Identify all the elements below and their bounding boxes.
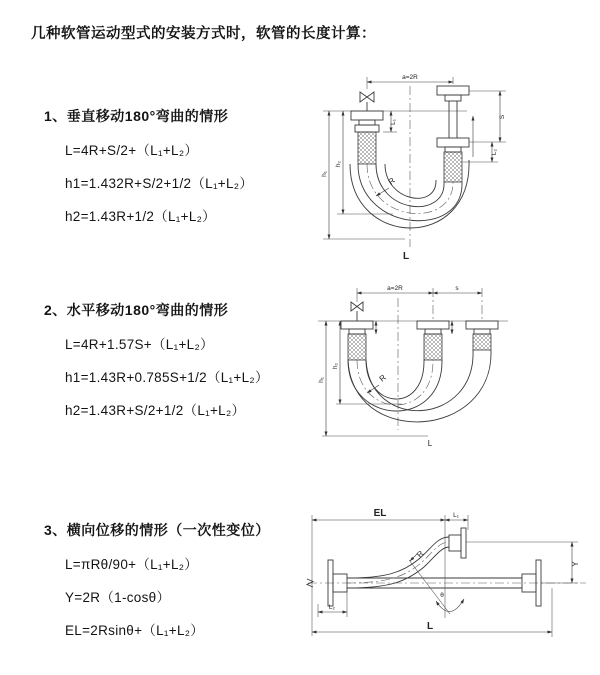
- section-2-heading: 2、水平移动180°弯曲的情形: [44, 302, 229, 318]
- right-fitting: [437, 86, 469, 182]
- dim-label-h1: h₁: [321, 171, 328, 177]
- dim-label-s: s: [455, 285, 459, 292]
- section-1: [44, 106, 253, 225]
- left-fitting: [351, 111, 383, 164]
- dim-label-h2: h₂: [332, 362, 339, 370]
- diagram-vertical-180-bend: [303, 64, 587, 264]
- dim-label-l2: L₂: [491, 148, 498, 156]
- length-label: L: [402, 251, 410, 262]
- dim-label-y: Y: [571, 561, 580, 567]
- section-3-heading: 3、横向位移的情形（一次性变位）: [44, 522, 270, 538]
- dim-label-el: EL: [373, 508, 387, 519]
- section-2: [44, 300, 269, 419]
- section-1-heading: 1、垂直移动180°弯曲的情形: [44, 108, 229, 124]
- formula-s3-L: L=πRθ/90+（L₁+L₂）: [65, 557, 199, 572]
- dim-label-h1: h₁: [318, 377, 325, 383]
- formula-s2-L: L=4R+1.57S+（L₁+L₂）: [65, 337, 214, 352]
- formula-s3-EL: EL=2Rsinθ+（L₁+L₂）: [65, 623, 205, 638]
- dim-label-a2r: a=2R: [387, 285, 403, 292]
- length-label: L: [426, 621, 434, 632]
- dim-label-s: S: [499, 114, 506, 120]
- upper-flange: [449, 528, 466, 558]
- valve-icon: [351, 302, 363, 321]
- formula-s2-h2: h2=1.43R+S/2+1/2（L₁+L₂）: [65, 403, 246, 418]
- length-label: L: [427, 439, 433, 448]
- diagram-lateral-displacement: [300, 496, 595, 651]
- radius-label: R: [386, 175, 397, 187]
- formula-s2-h1: h1=1.43R+0.785S+1/2（L₁+L₂）: [65, 370, 269, 385]
- formula-s3-Y: Y=2R（1-cosθ）: [65, 590, 171, 605]
- formula-s1-h1: h1=1.432R+S/2+1/2（L₁+L₂）: [65, 176, 254, 191]
- dim-label-a2r: a=2R: [402, 74, 418, 81]
- right-fitting: [466, 321, 498, 350]
- diagram-horizontal-180-bend: [310, 278, 595, 456]
- left-fitting: [341, 321, 373, 360]
- radius-label: R: [415, 548, 426, 560]
- dim-label-h2: h₂: [335, 160, 342, 168]
- radius-label: R: [377, 372, 388, 384]
- dim-label-l2: L₂: [328, 604, 336, 611]
- dim-label-l1: L₁: [390, 119, 397, 125]
- dim-label-l1: L₁: [453, 512, 459, 519]
- section-3: [44, 520, 270, 639]
- valve-icon: [360, 92, 374, 111]
- middle-fitting: [417, 321, 449, 360]
- formula-s1-h2: h2=1.43R+1/2（L₁+L₂）: [65, 209, 216, 224]
- page-title: 几种软管运动型式的安装方式时，软管的长度计算：: [31, 26, 376, 42]
- formula-s1-L: L=4R+S/2+（L₁+L₂）: [65, 143, 199, 158]
- angle-label: θ: [440, 592, 444, 599]
